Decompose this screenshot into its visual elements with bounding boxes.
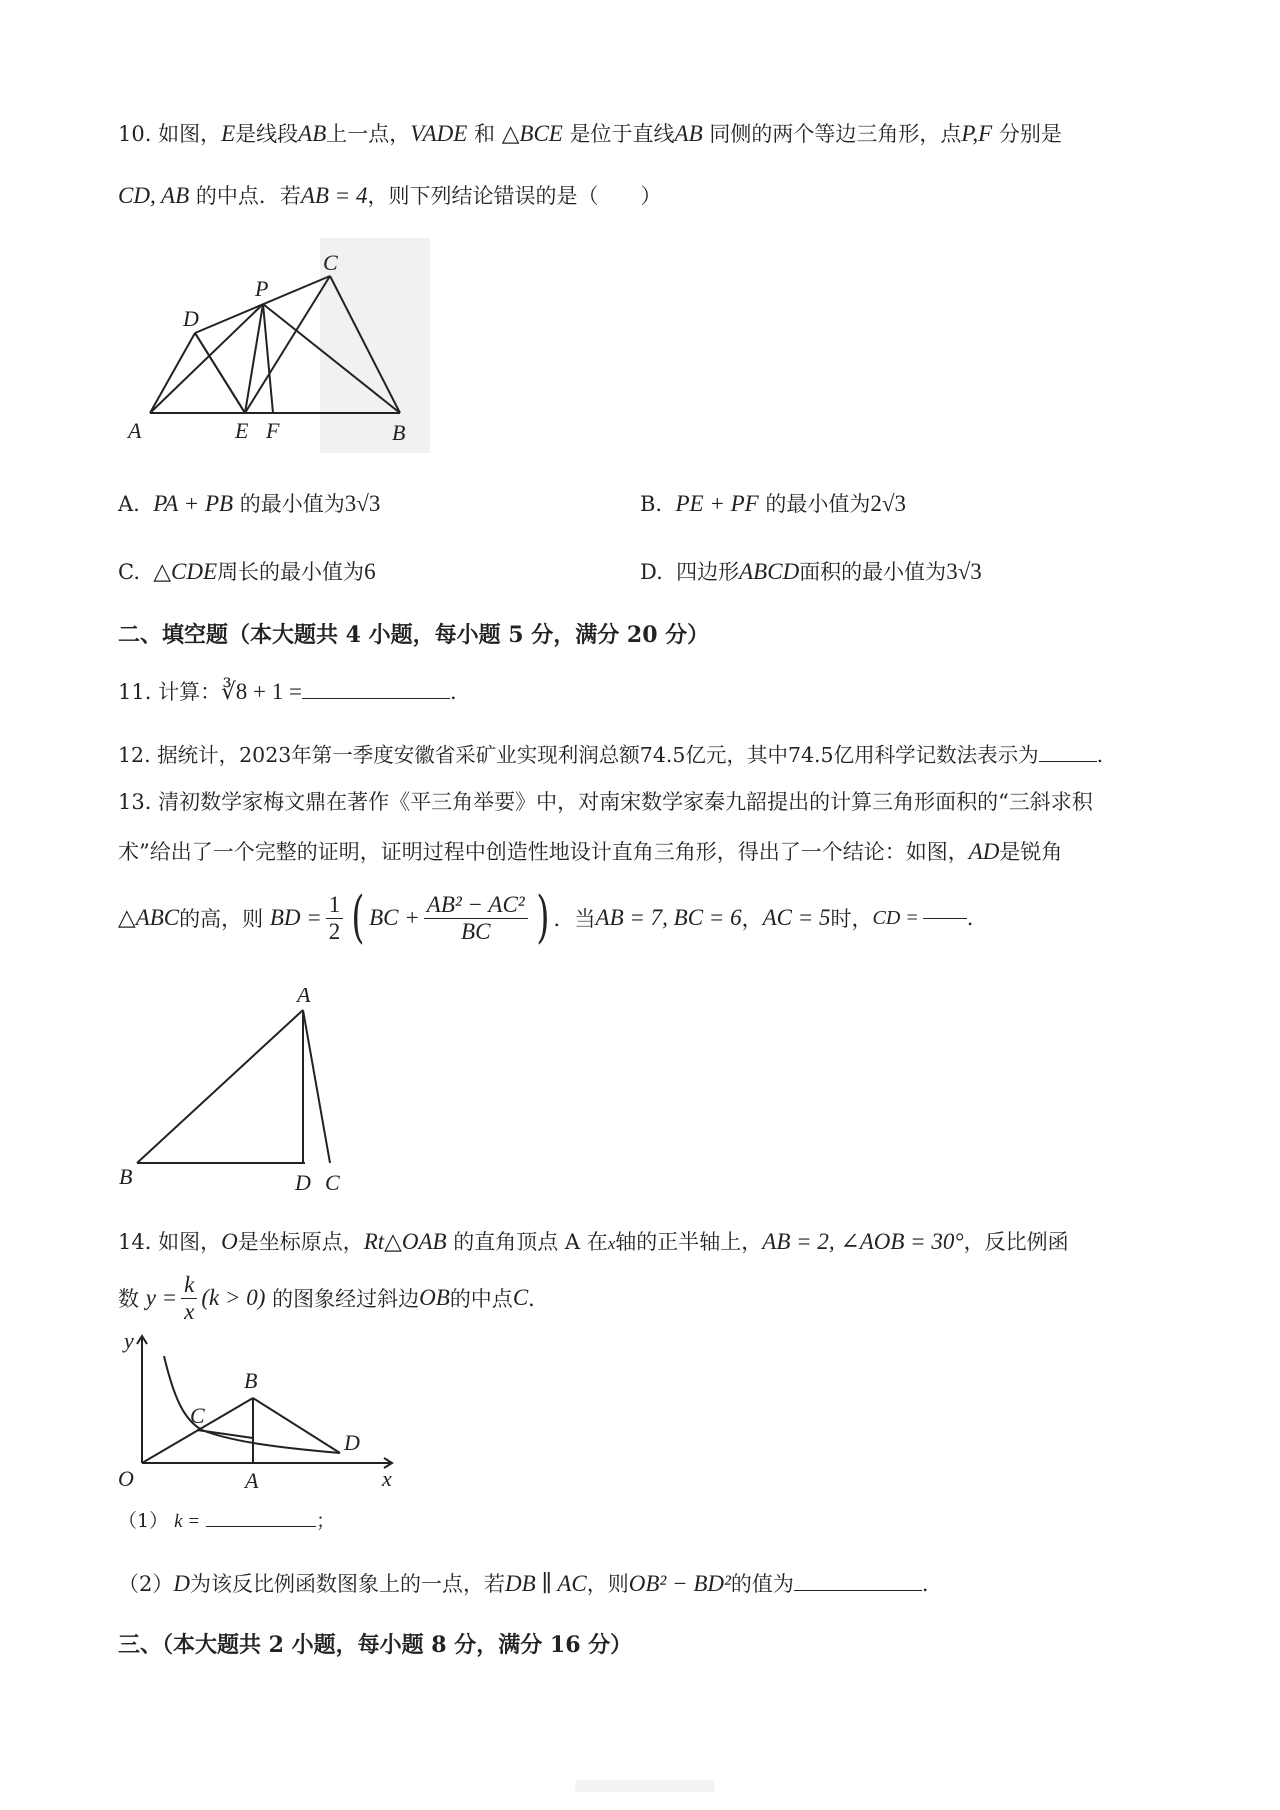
- text: ，: [741, 907, 763, 931]
- text: 分别是: [998, 122, 1062, 146]
- text: 的图象经过斜边: [272, 1287, 420, 1311]
- left-paren: (: [351, 885, 365, 950]
- math-rt-oab: Rt△OAB: [363, 1229, 447, 1254]
- option-value: 3√3: [946, 559, 982, 584]
- label-A: A: [128, 418, 142, 443]
- text: 是坐标原点，: [237, 1230, 364, 1254]
- text: 数: [118, 1287, 139, 1311]
- q14-lines: [142, 1356, 340, 1463]
- label-D: D: [344, 1430, 360, 1455]
- math-C: C: [512, 1285, 529, 1310]
- option-value: 6: [364, 559, 376, 584]
- option-label: A.: [118, 492, 140, 516]
- math-D: D: [173, 1571, 190, 1596]
- math-O: O: [221, 1229, 238, 1254]
- math-E: E: [221, 121, 236, 146]
- option-b: [640, 488, 906, 518]
- text: .: [921, 1572, 929, 1596]
- q13-line2: [118, 836, 1062, 866]
- text: .: [966, 906, 974, 930]
- text: 是位于直线: [569, 122, 675, 146]
- option-label: B.: [640, 492, 663, 516]
- text: 14. 如图，: [118, 1230, 222, 1254]
- q13-figure: [115, 988, 355, 1198]
- denominator: BC: [461, 918, 491, 944]
- math-condition: AB = 2, ∠AOB = 30°: [762, 1229, 964, 1254]
- text: .: [1096, 743, 1104, 767]
- text: ，则: [586, 1572, 629, 1596]
- label-A: A: [297, 988, 311, 1007]
- text: （1）: [118, 1510, 169, 1532]
- option-expr: ABCD: [739, 559, 800, 584]
- text: 术”给出了一个完整的证明，证明过程中创造性地设计直角三角形，得出了一个结论：如图，: [118, 840, 969, 864]
- option-text: 面积的最小值为: [799, 560, 947, 584]
- label-C: C: [190, 1403, 205, 1428]
- q12: [118, 738, 1103, 768]
- math-AB: AB: [674, 121, 703, 146]
- answer-blank[interactable]: [206, 1525, 316, 1527]
- text: ；: [316, 1510, 336, 1532]
- numerator: k: [181, 1272, 197, 1299]
- text: ，反比例函: [963, 1230, 1069, 1254]
- section-heading-3: 三、（本大题共 2 小题，每小题 8 分，满分 16 分）: [118, 1632, 633, 1658]
- q13-lines: [137, 1010, 330, 1163]
- option-expr: △CDE: [153, 559, 218, 584]
- math-CD: CD =: [872, 906, 919, 929]
- text: 为该反比例函数图象上的一点，若: [190, 1572, 505, 1596]
- label-A: A: [245, 1468, 259, 1488]
- q14-line2: [118, 1268, 549, 1328]
- q10-figure: [120, 238, 430, 453]
- q11: [118, 676, 457, 706]
- right-paren: ): [536, 885, 550, 950]
- denominator: 2: [328, 918, 341, 944]
- q10-line2: [118, 180, 661, 210]
- math-CD-AB: CD, AB: [118, 183, 190, 208]
- math-k-condition: (k > 0): [201, 1285, 266, 1310]
- text: 时，: [830, 907, 873, 931]
- fraction-half: [326, 892, 344, 945]
- math-expr: ∛8 + 1 =: [221, 679, 302, 704]
- label-B: B: [244, 1368, 258, 1393]
- q14-line1: [118, 1226, 1069, 1256]
- option-text: 的最小值为: [239, 492, 345, 516]
- q14-part2: [118, 1568, 929, 1598]
- answer-blank[interactable]: [1039, 760, 1097, 762]
- text: .: [449, 680, 457, 704]
- text: 上一点，: [326, 122, 411, 146]
- option-c: [118, 556, 376, 586]
- text: 的直角顶点 A 在: [453, 1230, 608, 1254]
- q13-line3: [118, 885, 974, 950]
- fraction-k-over-x: [181, 1272, 197, 1325]
- math-parallel: DB ∥ AC: [505, 1571, 587, 1596]
- text: 是线段: [235, 122, 299, 146]
- numerator: AB² − AC²: [424, 892, 528, 919]
- math-OB: OB: [419, 1285, 450, 1310]
- math-AD: AD: [968, 839, 1000, 864]
- axis-label-y: y: [124, 1328, 134, 1353]
- fraction-ab-ac: [424, 892, 528, 945]
- option-a: [118, 488, 380, 518]
- option-text: 四边形: [676, 560, 740, 584]
- question-number: 10.: [118, 122, 152, 146]
- option-value: 2√3: [870, 491, 906, 516]
- label-D: D: [183, 306, 199, 331]
- section-heading-2: 二、填空题（本大题共 4 小题，每小题 5 分，满分 20 分）: [118, 622, 710, 648]
- math-x: x: [607, 1234, 616, 1253]
- math-condition: AB = 7, BC = 6: [595, 905, 742, 930]
- question-number: 12.: [118, 743, 151, 767]
- answer-blank[interactable]: [923, 917, 967, 919]
- math-PF: P,F: [961, 121, 993, 146]
- label-B: B: [392, 420, 406, 445]
- math-y: y =: [145, 1285, 178, 1310]
- option-expr: PE + PF: [675, 491, 759, 516]
- math-AB: AB: [298, 121, 327, 146]
- watermark: [575, 1780, 715, 1792]
- text: 和: [474, 122, 496, 146]
- math-tri-ade: VADE: [410, 121, 468, 146]
- axis-label-x: x: [382, 1466, 392, 1488]
- math-condition: AB = 4: [300, 183, 368, 208]
- text: （2）: [118, 1572, 174, 1596]
- label-D: D: [295, 1170, 311, 1195]
- math-condition: AC = 5: [762, 905, 831, 930]
- math-k: k =: [174, 1511, 201, 1532]
- option-value: 3√3: [344, 491, 381, 516]
- label-C: C: [323, 250, 338, 275]
- text: 的中点: [449, 1287, 513, 1311]
- q13-line1: 13. 清初数学家梅文鼎在著作《平三角举要》中，对南宋数学家秦九韶提出的计算三角形面积的“三斜求积: [118, 790, 1093, 814]
- text: 据统计，2023年第一季度安徽省采矿业实现利润总额74.5亿元，其中74.5亿用科学记数法表示为: [157, 743, 1039, 767]
- math-BD: BD =: [269, 905, 322, 930]
- option-label: C.: [118, 560, 140, 584]
- option-text: 的最小值为: [765, 492, 871, 516]
- label-F: F: [266, 418, 280, 443]
- label-E: E: [235, 418, 249, 443]
- option-d: [640, 556, 982, 586]
- math-expr: OB² − BD²: [628, 1571, 731, 1596]
- option-expr: PA + PB: [153, 491, 234, 516]
- label-P: P: [255, 276, 269, 301]
- math-tri-abc: △ABC: [118, 905, 180, 930]
- math-tri-bce: △BCE: [501, 121, 563, 146]
- text: 的中点．若: [195, 184, 301, 208]
- answer-blank[interactable]: [794, 1589, 922, 1591]
- text: 如图，: [158, 122, 222, 146]
- numerator: 1: [326, 892, 344, 919]
- text: 是锐角: [999, 840, 1063, 864]
- option-label: D.: [640, 560, 663, 584]
- question-number: 11.: [118, 680, 152, 704]
- answer-blank[interactable]: [302, 697, 450, 699]
- text: 轴的正半轴上，: [615, 1230, 763, 1254]
- label-C: C: [325, 1170, 340, 1195]
- text: 的值为: [730, 1572, 794, 1596]
- label-O: O: [118, 1466, 134, 1488]
- text: ．当: [553, 907, 596, 931]
- q10-line1: [118, 118, 1062, 148]
- math-BC-plus: BC +: [369, 905, 420, 930]
- q14-figure: [112, 1328, 402, 1488]
- option-text: 周长的最小值为: [217, 560, 365, 584]
- text: ．: [528, 1287, 550, 1311]
- text: 的高，则: [179, 907, 264, 931]
- q14-part1: [118, 1506, 335, 1533]
- text: 计算：: [158, 680, 222, 704]
- denominator: x: [184, 1298, 195, 1324]
- text: ，则下列结论错误的是（ ）: [367, 184, 662, 208]
- text: 同侧的两个等边三角形，点: [709, 122, 962, 146]
- label-B: B: [119, 1164, 133, 1189]
